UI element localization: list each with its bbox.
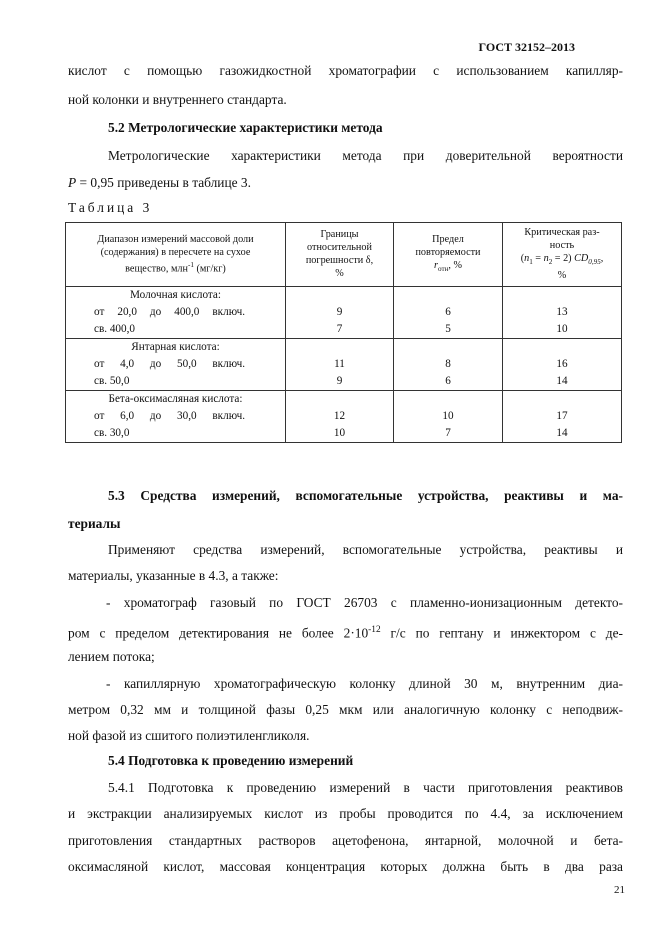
range-label: от 6,0 до 30,0 включ. [94, 410, 246, 423]
delta-value: 9 [336, 375, 343, 388]
range-label: от 4,0 до 50,0 включ. [94, 358, 246, 371]
table-row [66, 339, 622, 391]
acid-name: Молочная кислота: [129, 289, 222, 302]
header-critical-line-4: % [557, 270, 567, 282]
repeatability-subscript: отн [437, 264, 449, 273]
critical-cd-symbol: CD [574, 253, 589, 264]
section-5-2-title: 5.2 Метрологические характеристики метода [108, 120, 383, 135]
header-repeatability-line-1: Предел [432, 233, 464, 245]
critical-open-paren: ( [520, 253, 525, 264]
section-5-4-1-line-4: оксимасляной кислот, массовая концентрация которых должна быть в два раза [68, 859, 623, 874]
cell-range [66, 287, 286, 339]
delta-value: 9 [336, 306, 343, 319]
range-label: от 20,0 до 400,0 включ. [94, 306, 246, 319]
header-range [66, 223, 286, 287]
header-range-line-2: (содержания) в пересчете на сухое [100, 246, 251, 258]
delta-value: 12 [333, 410, 346, 423]
cell-critical-difference [503, 287, 622, 339]
over-label: св. 400,0 [94, 323, 136, 336]
header-range-units-exponent: -1 [187, 260, 194, 269]
header-error-line-3: погрешности δ, [305, 255, 374, 267]
cell-range [66, 339, 286, 391]
repeatability-value: 8 [445, 358, 451, 371]
header-critical-line-2: ность [549, 240, 575, 251]
bullet-chromatograph-line-2 [68, 622, 623, 641]
critical-cd-subscript: 0,95 [588, 258, 601, 267]
bullet-column-line-3: ной фазой из сшитого полиэтиленгликоля. [68, 728, 310, 743]
critical-difference-value: 17 [556, 410, 568, 423]
bullet-chromatograph-line-3: лением потока; [68, 649, 155, 664]
table-header-row [66, 223, 622, 287]
header-repeatability-line-3 [397, 259, 499, 276]
section-5-3-paragraph-line-2: материалы, указанные в 4.3, а также: [68, 568, 279, 583]
delta-value: 7 [336, 323, 343, 336]
table-caption: Таблица 3 [68, 200, 153, 215]
header-critical-line-1: Критическая раз- [524, 227, 600, 238]
section-5-2-paragraph-line-2 [68, 175, 623, 191]
critical-difference-value: 16 [556, 358, 568, 371]
critical-difference-value: 14 [556, 375, 568, 388]
critical-difference-value: 10 [556, 323, 568, 336]
section-5-4-title: 5.4 Подготовка к проведению измерений [108, 753, 354, 768]
over-label: св. 30,0 [94, 427, 130, 440]
header-error-bounds [286, 223, 394, 287]
cell-delta [286, 391, 394, 443]
document-code: ГОСТ 32152–2013 [478, 40, 575, 54]
header-repeatability-line-2: повторяемости [415, 246, 481, 258]
repeatability-unit: , % [448, 259, 462, 271]
section-5-3-paragraph-line-1: Применяют средства измерений, вспомогательные устройства, реактивы и [108, 542, 623, 557]
header-critical-difference [503, 223, 622, 287]
header-range-line-1: Диапазон измерений массовой доли [97, 233, 254, 245]
header-error-line-4: % [335, 268, 344, 280]
header-range-line-3 [69, 259, 282, 275]
detection-limit-text: ром с пределом детектирования не более 2·10 [68, 625, 369, 641]
critical-n1: n [524, 253, 530, 264]
detection-limit-exponent: -12 [368, 625, 381, 635]
delta-value: 10 [333, 427, 346, 440]
detection-limit-tail: г/с по гептану и инжектором с де- [380, 625, 623, 641]
critical-comma: , [600, 253, 604, 264]
section-5-4-1-line-1: 5.4.1 Подготовка к проведению измерений в части приготовления реактивов [108, 780, 623, 795]
bullet-column-line-1: - капиллярную хроматографическую колонку длиной 30 м, внутренним диа- [106, 676, 623, 691]
table-row [66, 287, 622, 339]
bullet-chromatograph-line-1: - хроматограф газовый по ГОСТ 26703 с пламенно-ионизационным детекто- [106, 595, 623, 610]
metrology-table [65, 222, 622, 443]
intro-line-2: ной колонки и внутреннего стандарта. [68, 92, 287, 107]
bullet-column-line-2: метром 0,32 мм и толщиной фазы 0,25 мкм или аналогичную колонку с неподвиж- [68, 702, 623, 717]
cell-range [66, 391, 286, 443]
critical-difference-value: 14 [556, 427, 568, 440]
probability-variable: P [68, 175, 77, 190]
critical-n1-subscript: 1 [529, 258, 533, 267]
delta-value: 11 [334, 358, 345, 371]
header-range-units: вещество, млн [125, 263, 188, 275]
repeatability-value: 7 [445, 427, 451, 440]
header-repeatability [394, 223, 503, 287]
over-label: св. 50,0 [94, 375, 130, 388]
critical-n2: n [543, 253, 549, 264]
probability-text: = 0,95 приведены в таблице 3. [76, 175, 251, 190]
page-number: 21 [614, 884, 625, 896]
section-5-3-title-line-2: териалы [68, 516, 121, 531]
cell-repeatability [394, 287, 503, 339]
repeatability-value: 6 [445, 375, 451, 388]
critical-equals: = [532, 253, 544, 264]
acid-name: Янтарная кислота: [131, 341, 220, 354]
cell-delta [286, 287, 394, 339]
cell-delta [286, 339, 394, 391]
header-error-line-1: Границы [320, 229, 359, 241]
repeatability-value: 10 [442, 410, 454, 423]
acid-name: Бета-оксимасляная кислота: [108, 393, 243, 406]
repeatability-value: 6 [445, 306, 451, 319]
repeatability-symbol: r [434, 259, 438, 271]
header-critical-line-3 [506, 252, 618, 269]
critical-n2-subscript: 2 [548, 258, 553, 267]
section-5-2-paragraph-line-1: Метрологические характеристики метода при доверительной вероятности [108, 148, 623, 163]
header-range-units-tail: (мг/кг) [193, 263, 226, 275]
cell-critical-difference [503, 339, 622, 391]
header-error-line-2: относительной [307, 242, 372, 254]
section-5-4-1-line-3: приготовления стандартных растворов ацетофенона, янтарной, молочной и бета- [68, 833, 623, 848]
cell-repeatability [394, 339, 503, 391]
cell-repeatability [394, 391, 503, 443]
intro-line-1: кислот с помощью газожидкостной хроматографии с использованием капилляр- [68, 63, 623, 78]
section-5-4-1-line-2: и экстракции анализируемых кислот из пробы проводится по 4.4, за исключением [68, 806, 623, 821]
table-row [66, 391, 622, 443]
cell-critical-difference [503, 391, 622, 443]
section-5-3-title-line-1: 5.3 Средства измерений, вспомогательные устройства, реактивы и ма- [108, 488, 623, 503]
critical-difference-value: 13 [556, 306, 568, 319]
critical-condition: = 2) [552, 253, 575, 264]
repeatability-value: 5 [445, 323, 451, 336]
